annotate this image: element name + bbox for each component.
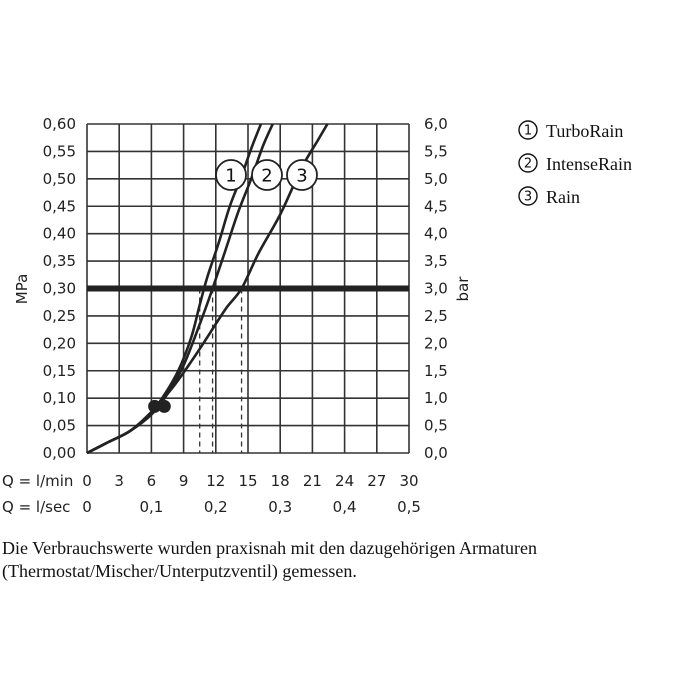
footnote-text: Die Verbrauchswerte wurden praxisnah mit den dazugehörigen Armaturen (Thermostat/Mischer/Unterputzventil) gemessen. (2, 538, 537, 581)
left-tick-label: 0,55 (42, 142, 76, 161)
right-tick-label: 2,0 (424, 334, 448, 353)
right-tick-label: 1,5 (424, 361, 448, 380)
legend-label-turborain: TurboRain (546, 121, 624, 141)
x-tick-label-lsec: 0,5 (397, 498, 421, 516)
x-tick-label-lmin: 24 (335, 472, 355, 490)
left-tick-label: 0,10 (42, 389, 76, 408)
x-tick-label-lsec: 0,2 (203, 498, 228, 516)
x-tick-label-lmin: 0 (82, 472, 92, 490)
right-tick-label: 3,5 (424, 252, 448, 271)
legend-number-2: 2 (523, 156, 533, 172)
x-tick-label-lmin: 30 (399, 472, 419, 490)
x-axis-label-lmin: Q = l/min (2, 472, 74, 490)
x-tick-label-lmin: 21 (302, 472, 322, 490)
legend-label-intenserain: IntenseRain (546, 154, 632, 174)
x-tick-label-lsec: 0 (82, 498, 92, 516)
x-tick-label-lsec: 0,3 (268, 498, 293, 516)
left-tick-label: 0,00 (42, 444, 76, 462)
right-tick-label: 4,5 (424, 197, 448, 216)
x-tick-label-lsec: 0,1 (139, 498, 164, 516)
right-tick-label: 0,5 (424, 416, 448, 435)
x-axis-label-lsec: Q = l/sec (2, 498, 71, 516)
left-tick-label: 0,20 (42, 334, 76, 353)
right-tick-label: 2,5 (424, 306, 448, 325)
left-tick-label: 0,35 (42, 252, 76, 271)
x-tick-label-lmin: 9 (178, 472, 189, 490)
x-tick-label-lmin: 12 (206, 472, 226, 490)
curve-label-number-3: 3 (296, 165, 308, 187)
legend-number-3: 3 (523, 189, 533, 205)
right-tick-label: 5,5 (424, 142, 448, 161)
x-tick-label-lmin: 18 (270, 472, 290, 490)
left-tick-label: 0,50 (42, 169, 76, 188)
right-tick-label: 0,0 (424, 444, 448, 462)
curve-number-labels (216, 160, 317, 190)
right-tick-label: 5,0 (424, 169, 448, 188)
left-tick-label: 0,25 (42, 306, 76, 325)
left-axis-label: MPa (13, 273, 31, 305)
x-tick-label-lsec: 0,4 (332, 498, 357, 516)
left-tick-label: 0,15 (42, 361, 76, 380)
left-tick-label: 0,40 (42, 224, 76, 243)
right-tick-label: 6,0 (424, 115, 448, 133)
start-marker-2 (158, 400, 171, 413)
legend (519, 121, 632, 207)
legend-number-1: 1 (523, 123, 533, 139)
x-tick-label-lmin: 6 (146, 472, 157, 490)
legend-label-rain: Rain (546, 187, 580, 207)
right-axis-label: bar (454, 276, 472, 302)
left-tick-label: 0,30 (42, 279, 76, 298)
x-tick-label-lmin: 3 (114, 472, 124, 490)
curve-label-number-1: 1 (225, 165, 237, 187)
right-tick-label: 4,0 (424, 224, 448, 243)
right-tick-label: 3,0 (424, 279, 448, 298)
x-tick-label-lmin: 15 (238, 472, 258, 490)
curve-label-number-2: 2 (261, 165, 273, 187)
x-tick-label-lmin: 27 (367, 472, 387, 490)
left-tick-label: 0,45 (42, 197, 76, 216)
left-tick-label: 0,05 (42, 416, 76, 435)
right-tick-label: 1,0 (424, 389, 448, 408)
left-tick-label: 0,60 (42, 115, 76, 133)
